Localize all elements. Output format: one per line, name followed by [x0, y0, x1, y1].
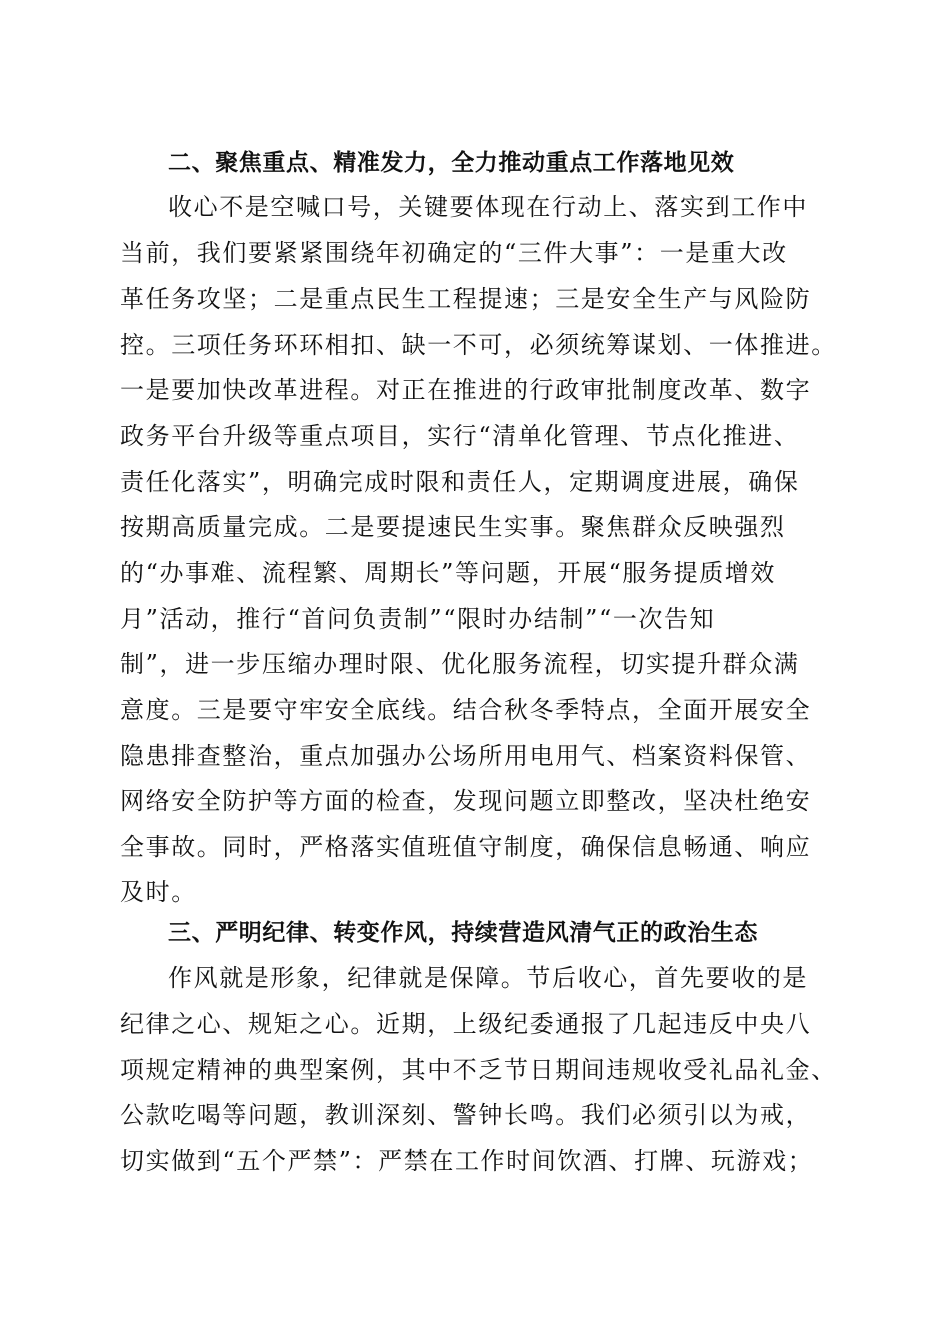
- paragraph-line: 按期高质量完成。二是要提速民生实事。聚焦群众反映强烈: [120, 513, 786, 541]
- paragraph-line: 隐患排查整治，重点加强办公场所用电用气、档案资料保管、: [120, 742, 812, 770]
- paragraph-line: 收心不是空喊口号，关键要体现在行动上、落实到工作中: [168, 193, 808, 221]
- section-heading-2: 二、聚焦重点、精准发力，全力推动重点工作落地见效: [168, 150, 735, 176]
- paragraph-line: 责任化落实”，明确完成时限和责任人，定期调度进展，确保: [120, 468, 800, 496]
- paragraph-line: 当前，我们要紧紧围绕年初确定的“三件大事”：一是重大改: [120, 239, 788, 267]
- paragraph-line: 全事故。同时，严格落实值班值守制度，确保信息畅通、响应: [120, 833, 812, 861]
- paragraph-line: 政务平台升级等重点项目，实行“清单化管理、节点化推进、: [120, 422, 800, 450]
- paragraph-line: 制”，进一步压缩办理时限、优化服务流程，切实提升群众满: [120, 650, 800, 678]
- paragraph-line: 控。三项任务环环相扣、缺一不可，必须统筹谋划、一体推进。: [120, 331, 837, 359]
- paragraph-line: 作风就是形象，纪律就是保障。节后收心，首先要收的是: [168, 964, 808, 992]
- paragraph-line: 及时。: [120, 878, 197, 906]
- paragraph-line: 网络安全防护等方面的检查，发现问题立即整改，坚决杜绝安: [120, 787, 812, 815]
- paragraph-line: 意度。三是要守牢安全底线。结合秋冬季特点，全面开展安全: [120, 696, 812, 724]
- paragraph-line: 的“办事难、流程繁、周期长”等问题，开展“服务提质增效: [120, 559, 777, 587]
- paragraph-line: 纪律之心、规矩之心。近期，上级纪委通报了几起违反中央八: [120, 1010, 812, 1038]
- paragraph-line: 革任务攻坚；二是重点民生工程提速；三是安全生产与风险防: [120, 285, 812, 313]
- paragraph-line: 月”活动，推行“首问负责制”“限时办结制”“一次告知: [120, 605, 716, 633]
- section-heading-3: 三、严明纪律、转变作风，持续营造风清气正的政治生态: [168, 920, 758, 946]
- paragraph-line: 切实做到“五个严禁”：严禁在工作时间饮酒、打牌、玩游戏；: [120, 1147, 814, 1175]
- paragraph-line: 公款吃喝等问题，教训深刻、警钟长鸣。我们必须引以为戒，: [120, 1101, 812, 1129]
- paragraph-line: 一是要加快改革进程。对正在推进的行政审批制度改革、数字: [120, 376, 812, 404]
- paragraph-line: 项规定精神的典型案例，其中不乏节日期间违规收受礼品礼金、: [120, 1056, 837, 1084]
